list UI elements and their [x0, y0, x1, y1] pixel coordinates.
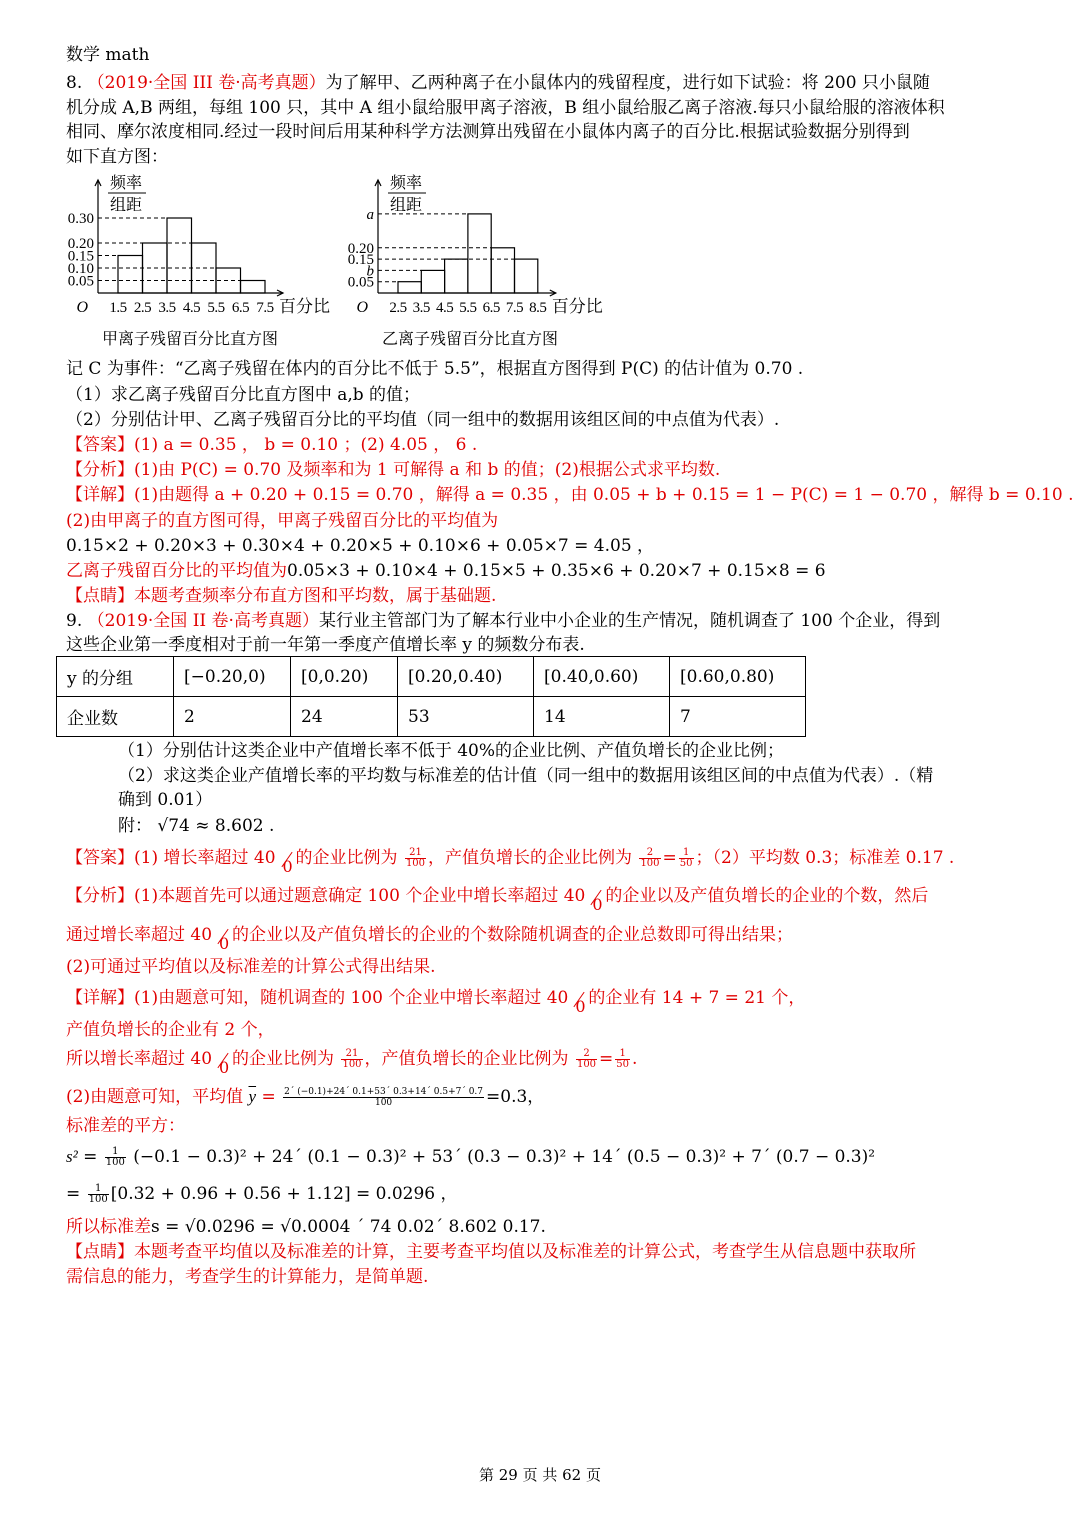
- q8-answer: 【答案】(1) a = 0.35 ， b = 0.10 ；(2) 4.05 ， 6 .: [66, 435, 478, 455]
- q9-analysis-1: [66, 885, 929, 914]
- y-axis-label-top: 频率: [110, 173, 143, 192]
- histogram-jia: [60, 166, 350, 351]
- percent-sign: 0: [212, 1048, 232, 1070]
- s-squared: s²: [66, 1147, 78, 1166]
- x-tick-label: 8.5: [529, 300, 547, 316]
- y-axis-label-bottom: 组距: [390, 195, 423, 214]
- x-tick-label: 4.5: [435, 300, 454, 316]
- y-tick-label: 0.10: [67, 261, 94, 277]
- histogram-bar: [118, 256, 143, 294]
- table-cell: 企业数: [57, 697, 174, 737]
- q9-detail-1a: 【详解】(1)由题意可知，随机调查的 100 个企业中增长率超过 40: [66, 988, 569, 1008]
- q9-detail-4a: (2)由题意可知，平均值: [66, 1087, 244, 1107]
- histogram-yi: [340, 166, 630, 351]
- histogram-bar: [167, 218, 192, 293]
- y-tick-label: 0.15: [347, 252, 374, 269]
- percent-sign: 0: [212, 924, 232, 946]
- q9-source: （2019·全国 II 卷·高考真题）: [87, 611, 319, 631]
- q8-detail-4-expr: 0.05×3 + 0.10×4 + 0.15×5 + 0.35×6 + 0.20×7 + 0.15×8 = 6: [287, 561, 826, 581]
- q9-detail-5: 标准差的平方：: [66, 1116, 185, 1136]
- q9-detail-4: (2)由题意可知，平均值 $\overline{y}$ = $\frac{2´ (-0.1)+24´ 0.1+53´ 0.3+14´ 0.5+7´ 0.7}{100}$ =0.3，: [66, 1087, 545, 1108]
- q9-number: 9.: [66, 611, 83, 631]
- x-axis-label: 百分比: [551, 297, 603, 317]
- table-row: [57, 657, 806, 697]
- q9-sub-1: （1）分别估计这类企业中产值增长率不低于 40%的企业比例、产值负增长的企业比例；: [118, 741, 785, 761]
- fraction-2-100: $\frac{2}{100}$: [576, 1048, 597, 1070]
- q8-stem-2: 机分成 A,B 两组，每组 100 只，其中 A 组小鼠给服甲离子溶液，B 组小鼠给服乙离子溶液.每只小鼠给服的溶液体积: [66, 98, 945, 118]
- histogram-bar: [398, 282, 421, 293]
- q9-detail-2: 产值负增长的企业有 2 个，: [66, 1020, 275, 1040]
- histogram-bar: [468, 214, 491, 293]
- table-cell: [0.40,0.60): [534, 657, 670, 697]
- y-axis-label-bottom: 组距: [110, 195, 143, 214]
- fraction-1-100: $\frac{1}{100}$: [88, 1183, 108, 1205]
- q9-analysis-1a: 【分析】(1)本题首先可以通过题意确定 100 个企业中增长率超过 40: [66, 886, 586, 906]
- x-tick-label: 3.5: [158, 300, 176, 316]
- chart-title: 乙离子残留百分比直方图: [382, 329, 559, 348]
- q9-detail-6: s² = $\frac{1}{100}$ (−0.1 − 0.3)² + 24´ (0.1 − 0.3)² + 53´ (0.3 − 0.3)² + 14´ (0.5 − 0.3)² + 7´ (0.7 − 0.3)²: [66, 1146, 876, 1168]
- table-cell: 7: [670, 697, 806, 737]
- y-tick-label: 0.20: [67, 236, 94, 252]
- table-cell: y 的分组: [57, 657, 174, 697]
- table-cell: 14: [534, 697, 670, 737]
- x-tick-label: 6.5: [482, 300, 500, 316]
- histogram-bar: [515, 259, 538, 293]
- q8-event: 记 C 为事件：“乙离子残留在体内的百分比不低于 5.5”，根据直方图得到 P(C) 的估计值为 0.70 .: [66, 359, 804, 379]
- histogram-bar: [445, 259, 468, 293]
- y-tick-label: 0.20: [347, 240, 374, 257]
- q8-sub-1: （1）求乙离子残留百分比直方图中 a,b 的值；: [66, 385, 421, 405]
- q8-number: 8.: [66, 73, 83, 93]
- page-footer: 第 29 页 共 62 页: [478, 1466, 601, 1484]
- q8-sub-2: （2）分别估计甲、乙离子残留百分比的平均值（同一组中的数据用该组区间的中点值为代表）.: [66, 410, 780, 430]
- y-tick-label: a: [366, 206, 374, 223]
- page-header: 数学 math: [66, 45, 150, 65]
- x-tick-label: 4.5: [182, 300, 201, 316]
- table-cell: [0.20,0.40): [398, 657, 534, 697]
- q8-stem-4: 如下直方图：: [66, 147, 168, 167]
- y-bar: $\overline{y}$: [248, 1087, 257, 1106]
- q8-analysis: 【分析】(1)由 P(C) = 0.70 及频率和为 1 可解得 a 和 b 的值；(2)根据公式求平均数.: [66, 460, 721, 480]
- q9-answer-part-4: ；（2）平均数 0.3；标准差 0.17 .: [695, 848, 955, 868]
- y-tick-label: 0.05: [67, 273, 94, 290]
- y-axis-label-top: 频率: [390, 173, 423, 192]
- q9-detail-8: [66, 1216, 546, 1238]
- histogram-bar: [421, 270, 444, 293]
- origin-label: O: [76, 299, 88, 316]
- table-cell: 24: [291, 697, 398, 737]
- q9-answer-part-3: ，产值负增长的企业比例为: [428, 848, 633, 868]
- q9-stem-1: 某行业主管部门为了解本行业中小企业的生产情况，随机调查了 100 个企业，得到: [318, 611, 941, 631]
- q9-variance-expr: (−0.1 − 0.3)² + 24´ (0.1 − 0.3)² + 53´ (0.3 − 0.3)² + 14´ (0.5 − 0.3)² + 7´ (0.7 − 0.3)²: [133, 1147, 876, 1167]
- x-tick-label: 1.5: [109, 300, 127, 316]
- q8-line-1: [66, 72, 930, 94]
- table-cell: [0,0.20): [291, 657, 398, 697]
- q9-variance-result: [0.32 + 0.96 + 0.56 + 1.12] = 0.0296 ，: [110, 1184, 458, 1204]
- percent-sign: 0: [585, 885, 605, 907]
- q9-detail-3c: ，产值负增长的企业比例为: [364, 1049, 569, 1069]
- q9-analysis-2b: 的企业以及产值负增长的企业的个数除随机调查的企业总数即可得出结果；: [232, 925, 794, 945]
- percent-sign: 0: [276, 847, 296, 869]
- x-tick-label: 3.5: [412, 300, 430, 316]
- table-row: [57, 697, 806, 737]
- table-cell: 2: [174, 697, 291, 737]
- q9-answer-part-2: 的企业比例为: [295, 848, 398, 868]
- chart-title: 甲离子残留百分比直方图: [102, 329, 279, 348]
- fraction-1-50: $\frac{1}{50}$: [616, 1048, 630, 1070]
- q9-detail-1: [66, 987, 806, 1016]
- x-tick-label: 5.5: [459, 300, 477, 316]
- q9-comment-2: 需信息的能力，考查学生的计算能力，是简单题.: [66, 1267, 429, 1287]
- percent-sign: 0: [568, 987, 588, 1009]
- table-cell: 53: [398, 697, 534, 737]
- q9-answer-part-1: 【答案】(1) 增长率超过 40: [66, 848, 276, 868]
- q9-sub-2-line-2: 确到 0.01）: [118, 790, 213, 810]
- histogram-bar: [491, 248, 514, 293]
- y-tick-label: b: [366, 263, 374, 280]
- q9-detail-3: 所以增长率超过 40 0 的企业比例为 $\frac{21}{100}$ ，产值负增长的企业比例为 $\frac{2}{100}$ = $\frac{1}{50}$ .: [66, 1048, 638, 1077]
- q9-detail-8b: s = √0.0296 = √0.0004 ´ 74 0.02´ 8.602 0.17.: [151, 1217, 546, 1237]
- q8-stem-1: 为了解甲、乙两种离子在小鼠体内的残留程度，进行如下试验：将 200 只小鼠随: [325, 73, 930, 93]
- q9-analysis-3: (2)可通过平均值以及标准差的计算公式得出结果.: [66, 957, 436, 977]
- q9-detail-8a: 所以标准差: [66, 1217, 151, 1237]
- q8-comment: 【点睛】本题考查频率分布直方图和平均数，属于基础题.: [66, 586, 497, 606]
- q9-answer: 【答案】(1) 增长率超过 40 0 的企业比例为 $\frac{21}{100}$ ，产值负增长的企业比例为 $\frac{2}{100}$ = $\frac{1}{50}$ ；（2）平均数 0.3；标准差 0.17 .: [66, 847, 955, 876]
- x-tick-label: 7.5: [505, 300, 524, 316]
- fraction-21-100: $\frac{21}{100}$: [405, 847, 426, 869]
- q9-sub-2-line-1: （2）求这类企业产值增长率的平均数与标准差的估计值（同一组中的数据用该组区间的中点值为代表）.（精: [118, 766, 934, 786]
- histogram-bar: [241, 281, 266, 294]
- q9-detail-1b: 的企业有 14 + 7 = 21 个，: [588, 988, 806, 1008]
- y-tick-label: 0.30: [67, 211, 94, 227]
- q9-analysis-1b: 的企业以及产值负增长的企业的个数，然后: [605, 886, 929, 906]
- q9-analysis-2a: 通过增长率超过 40: [66, 925, 213, 945]
- fraction-1-100: $\frac{1}{100}$: [105, 1146, 125, 1168]
- q9-detail-3b: 的企业比例为: [232, 1049, 335, 1069]
- frequency-table: [56, 656, 806, 737]
- q9-comment-1: 【点睛】本题考查平均值以及标准差的计算，主要考查平均值以及标准差的计算公式，考查学生从信息题中获取所: [66, 1242, 916, 1262]
- x-axis-label: 百分比: [279, 297, 330, 317]
- q8-source: （2019·全国 III 卷·高考真题）: [87, 73, 326, 93]
- q9-appendix: 附： √74 ≈ 8.602 .: [118, 816, 275, 836]
- q9-stem-2: 这些企业第一季度相对于前一年第一季度产值增长率 y 的频数分布表.: [66, 635, 585, 655]
- q8-detail-3: 0.15×2 + 0.20×3 + 0.30×4 + 0.20×5 + 0.10×6 + 0.05×7 = 4.05 ，: [66, 536, 655, 556]
- fraction-1-50: $\frac{1}{50}$: [679, 847, 693, 869]
- table-cell: [0.60,0.80): [670, 657, 806, 697]
- q8-detail-2: (2)由甲离子的直方图可得，甲离子残留百分比的平均值为: [66, 511, 499, 531]
- x-tick-label: 7.5: [256, 300, 274, 316]
- q9-detail-4b: =0.3，: [486, 1087, 545, 1107]
- fraction-2-100: $\frac{2}{100}$: [640, 847, 660, 869]
- q9-detail-3a: 所以增长率超过 40: [66, 1049, 213, 1069]
- q9-detail-7: = $\frac{1}{100}$ [0.32 + 0.96 + 0.56 + 1.12] = 0.0296 ，: [66, 1183, 458, 1205]
- y-tick-label: 0.05: [347, 274, 374, 291]
- origin-label: O: [356, 299, 368, 316]
- mean-fraction: $\frac{2´ (-0.1)+24´ 0.1+53´ 0.3+14´ 0.5+7´ 0.7}{100}$: [284, 1087, 484, 1108]
- x-tick-label: 2.5: [133, 300, 152, 316]
- table-cell: [−0.20,0): [174, 657, 291, 697]
- fraction-21-100: $\frac{21}{100}$: [342, 1048, 362, 1070]
- q9-line-1: [66, 610, 940, 632]
- x-tick-label: 6.5: [231, 300, 250, 316]
- q9-analysis-2: [66, 924, 794, 953]
- y-tick-label: 0.15: [67, 248, 94, 265]
- x-tick-label: 2.5: [389, 300, 407, 316]
- q8-stem-3: 相同、摩尔浓度相同.经过一段时间后用某种科学方法测算出残留在小鼠体内离子的百分比.根据试验数据分别得到: [66, 122, 910, 142]
- q8-detail-4-label: 乙离子残留百分比的平均值为: [66, 561, 287, 581]
- q8-detail-1: 【详解】(1)由题得 a + 0.20 + 0.15 = 0.70 ，解得 a = 0.35 ，由 0.05 + b + 0.15 = 1 − P(C) = 1 − 0.70 ，解得 b = 0.10 .: [66, 485, 1074, 505]
- q8-detail-4: [66, 560, 826, 582]
- x-tick-label: 5.5: [207, 300, 225, 316]
